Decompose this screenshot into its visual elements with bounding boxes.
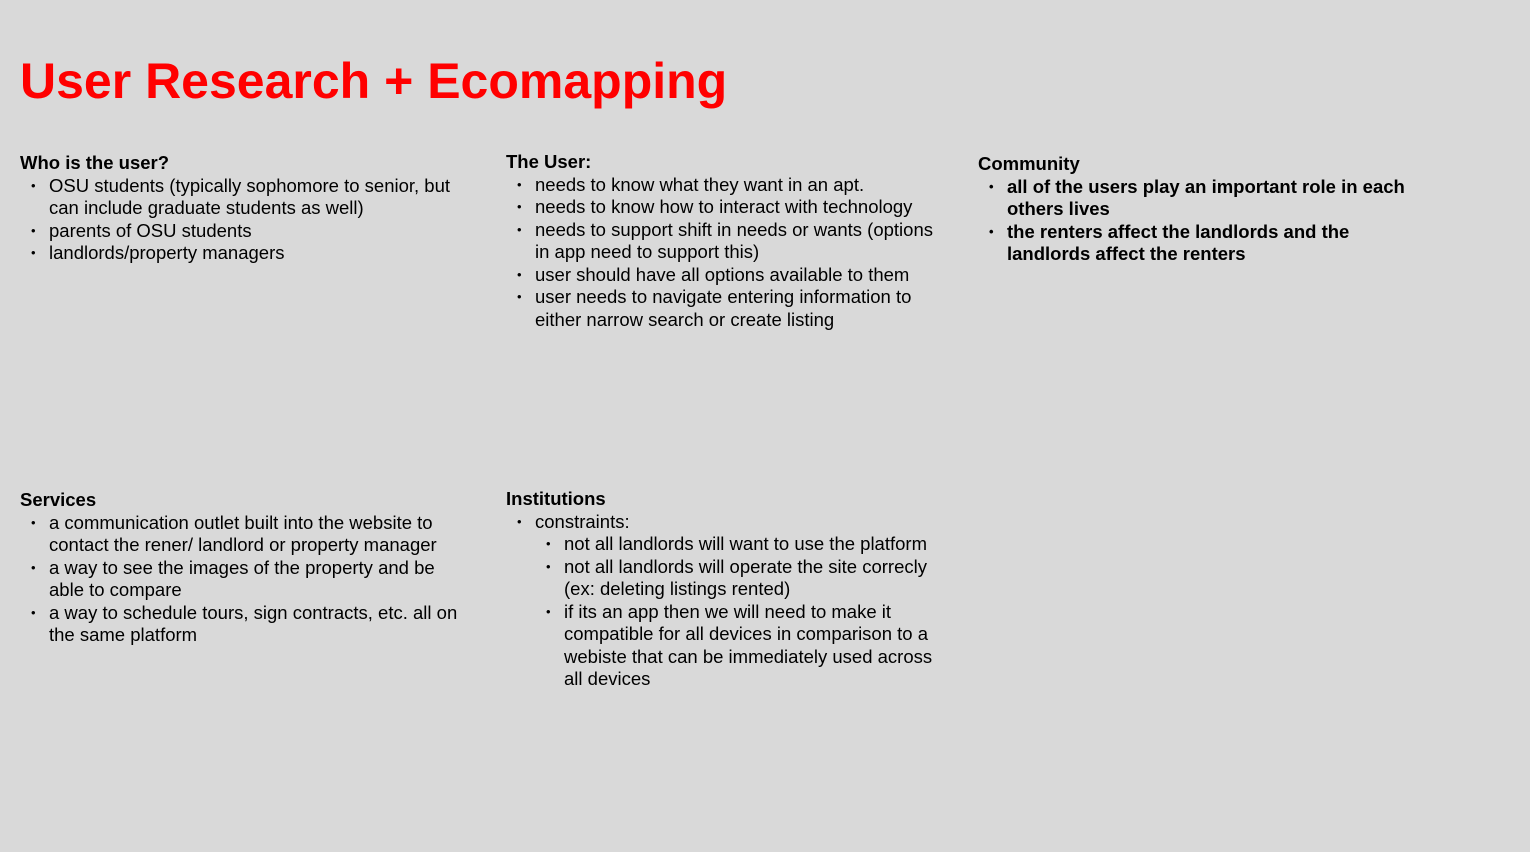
list-item: • needs to know how to interact with technology <box>506 196 946 219</box>
bullet-list <box>506 174 946 332</box>
list-item: • needs to support shift in needs or wants (options in app need to support this) <box>506 219 946 264</box>
bullet-list <box>20 512 460 647</box>
bullet-list <box>978 176 1418 266</box>
services-section <box>20 489 460 647</box>
section-heading: Institutions <box>506 488 606 509</box>
list-item: • user should have all options available to them <box>506 264 946 287</box>
community-section <box>978 153 1418 266</box>
list-item: • landlords/property managers <box>20 242 460 265</box>
section-heading: Community <box>978 153 1080 174</box>
section-heading: Who is the user? <box>20 152 170 173</box>
list-item: • all of the users play an important role in each others lives <box>978 176 1418 221</box>
bullet-list <box>506 511 946 691</box>
nested-list-item: • not all landlords will operate the site correcly (ex: deleting listings rented) <box>535 556 946 601</box>
list-item: • OSU students (typically sophomore to senior, but can include graduate students as well) <box>20 175 460 220</box>
page-title: User Research + Ecomapping <box>20 53 728 109</box>
nested-bullet-list <box>535 533 946 691</box>
section-heading: The User: <box>506 151 592 172</box>
list-item-label: constraints: <box>535 510 630 532</box>
list-item: • parents of OSU students <box>20 220 460 243</box>
list-item <box>506 511 946 691</box>
list-item: • a way to see the images of the property and be able to compare <box>20 557 460 602</box>
list-item: • a communication outlet built into the website to contact the rener/ landlord or property manager <box>20 512 460 557</box>
list-item: • user needs to navigate entering information to either narrow search or create listing <box>506 286 946 331</box>
list-item: • a way to schedule tours, sign contracts, etc. all on the same platform <box>20 602 460 647</box>
section-heading: Services <box>20 489 97 510</box>
nested-list-item: • if its an app then we will need to make it compatible for all devices in comparison to a webiste that can be immediately used across all devices <box>535 601 946 691</box>
nested-list-item: • not all landlords will want to use the platform <box>535 533 946 556</box>
the-user-section <box>506 151 946 331</box>
list-item: • needs to know what they want in an apt. <box>506 174 946 197</box>
bullet-list <box>20 175 460 265</box>
who-is-the-user-section <box>20 152 460 265</box>
list-item: • the renters affect the landlords and the landlords affect the renters <box>978 221 1418 266</box>
institutions-section <box>506 488 946 691</box>
